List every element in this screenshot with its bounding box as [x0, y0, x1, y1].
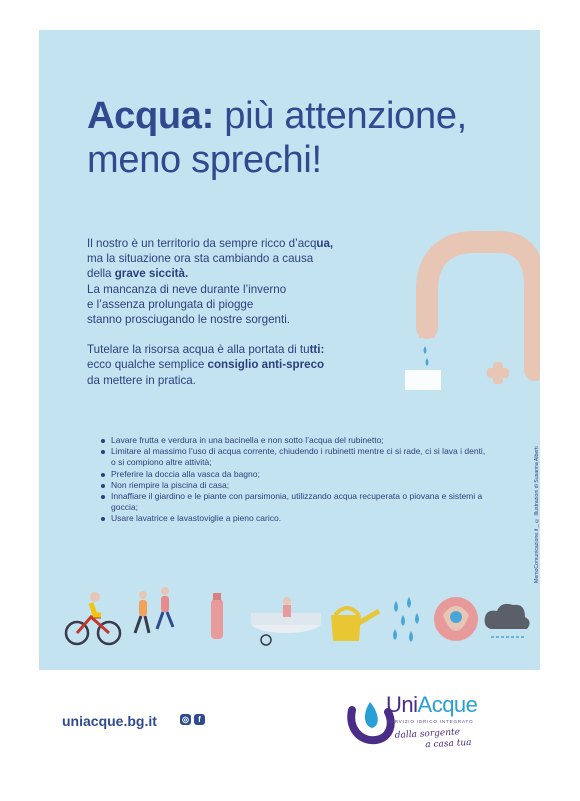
tip-item: Limitare al massimo l’uso di acqua corrente, chiudendo i rubinetti mentre ci si rade, ci si lava i denti, o si compiono altre attività; [99, 446, 489, 468]
rain-cloud-icon [485, 604, 530, 637]
intro-bold: ua, [316, 237, 334, 250]
poster-title [87, 94, 467, 182]
illustration-credit: MemoComunicazione.it _ © Illustrazioni di Susanna Alberti [534, 446, 540, 584]
water-bottle-icon [211, 593, 223, 639]
social-links [180, 714, 205, 725]
poster [39, 30, 540, 670]
intro-bold: grave siccità. [114, 267, 189, 281]
tagline-line1: dalla sorgente [394, 727, 461, 741]
faucet-illustration [339, 220, 540, 390]
tagline-line2: a casa tua [425, 737, 472, 751]
title-line2: meno sprechi! [87, 139, 322, 181]
tip-item: Non riempire la piscina di casa; [99, 480, 489, 491]
watering-can-icon [331, 608, 379, 641]
intro-text-part: La mancanza di neve durante l’inverno [87, 282, 287, 296]
brand-name [386, 692, 477, 718]
tip-item: Usare lavatrice e lavastoviglie a pieno carico. [99, 513, 489, 524]
cyclist-icon [66, 592, 120, 644]
hands-water-icon [434, 597, 478, 641]
intro-text-part: della [87, 267, 115, 281]
tip-item: Lavare frutta e verdura in una bacinella e non sotto l’acqua del rubinetto; [99, 435, 489, 446]
brand-uni: Uni [386, 692, 418, 717]
intro-text-part: stanno prosciugando le nostre sorgenti. [87, 313, 291, 327]
intro-text-part: ma la situazione ora sta cambiando a causa [87, 252, 314, 266]
brand-acque: Acque [417, 692, 478, 717]
tips-list [99, 435, 489, 525]
tip-item: Preferire la doccia alla vasca da bagno; [99, 469, 489, 480]
title-rest: più attenzione, [214, 95, 467, 137]
title-bold: Acqua: [87, 95, 214, 137]
intro-text-part: Tutelare la risorsa acqua è alla portata di tu [87, 343, 310, 357]
intro-text-part: Il nostro è un territorio da sempre ricco d’acq [87, 237, 317, 250]
tip-item: Innaffiare il giardino e le piante con parsimonia, utilizzando acqua recuperata o piovana e sistemi a goccia; [99, 491, 489, 513]
instagram-icon[interactable]: ◎ [180, 714, 191, 725]
intro-text-part: da mettere in pratica. [87, 373, 196, 387]
facebook-icon[interactable]: f [194, 714, 205, 725]
intro-bold: consiglio anti-spreco [207, 358, 325, 372]
website-link[interactable]: uniacque.bg.it [62, 713, 157, 729]
runners-icon [135, 587, 173, 633]
intro-text-part: e l’assenza prolungata di piogge [87, 297, 254, 311]
intro-text-part: ecco qualche semplice [87, 358, 208, 372]
illustration-strip [61, 585, 531, 655]
rain-drops-icon [393, 597, 419, 642]
intro-bold: tti: [309, 343, 325, 357]
kids-fountain-icon [251, 597, 321, 645]
brand-subtitle: SERVIZIO IDRICO INTEGRATO [387, 719, 474, 724]
